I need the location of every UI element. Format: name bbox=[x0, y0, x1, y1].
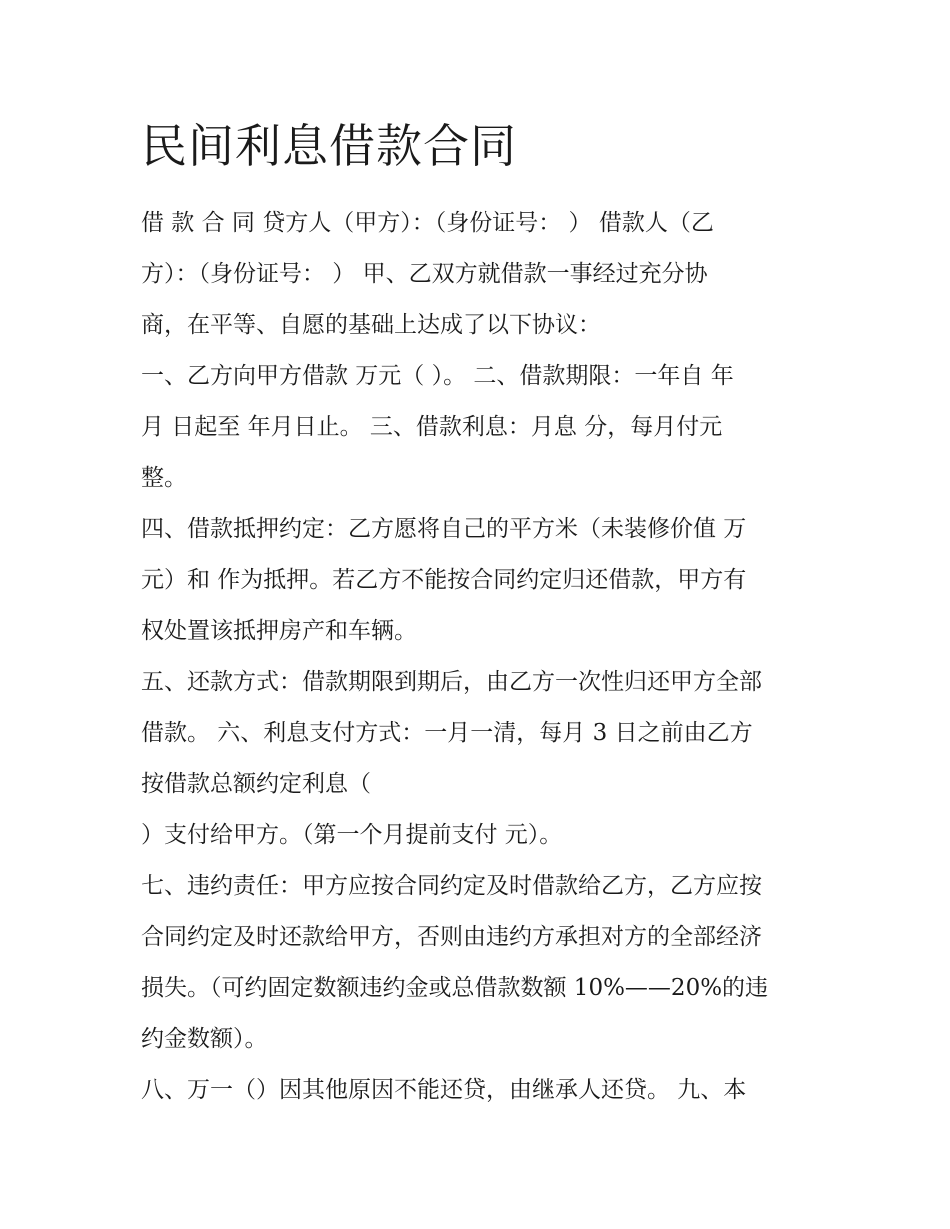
text-line: 按借款总额约定利息（ bbox=[141, 771, 371, 797]
text-line: 整。 bbox=[141, 465, 187, 491]
text-line: 方）：（身份证号： ） 甲、乙双方就借款一事经过充分协 bbox=[141, 261, 708, 287]
paragraph-collateral bbox=[141, 504, 821, 657]
text-line: 合同约定及时还款给甲方，否则由违约方承担对方的全部经济 bbox=[141, 924, 762, 950]
text-line: 损失。（可约固定数额违约金或总借款数额 10%——20%的违 bbox=[141, 975, 769, 1001]
text-line: 四、借款抵押约定：乙方愿将自己的平方米（未装修价值 万 bbox=[141, 516, 747, 542]
text-line: 七、违约责任：甲方应按合同约定及时借款给乙方，乙方应按 bbox=[141, 873, 762, 899]
document-page bbox=[141, 112, 821, 1116]
text-line: 约金数额）。 bbox=[141, 1026, 268, 1052]
text-line: 一、乙方向甲方借款 万元（ ）。 二、借款期限：一年自 年 bbox=[141, 363, 734, 389]
text-line: 商，在平等、自愿的基础上达成了以下协议： bbox=[141, 312, 601, 338]
paragraph-repayment bbox=[141, 657, 821, 810]
text-line: 借款。 六、利息支付方式：一月一清，每月 3 日之前由乙方 bbox=[141, 720, 753, 746]
paragraph-successor bbox=[141, 1065, 821, 1116]
text-line: 月 日起至 年月日止。 三、借款利息：月息 分，每月付元 bbox=[141, 414, 723, 440]
paragraph-breach bbox=[141, 861, 821, 1065]
text-line: 五、还款方式：借款期限到期后，由乙方一次性归还甲方全部 bbox=[141, 669, 762, 695]
text-line: ）支付给甲方。（第一个月提前支付 元）。 bbox=[141, 822, 563, 848]
text-line: 借 款 合 同 贷方人（甲方）：（身份证号： ） 借款人（乙 bbox=[141, 210, 714, 236]
text-line: 八、万一（）因其他原因不能还贷，由继承人还贷。 九、本 bbox=[141, 1077, 747, 1103]
paragraph-interest-payment bbox=[141, 810, 821, 861]
text-line: 元）和 作为抵押。若乙方不能按合同约定归还借款，甲方有 bbox=[141, 567, 747, 593]
text-line: 权处置该抵押房产和车辆。 bbox=[141, 618, 417, 644]
paragraph-amount-term bbox=[141, 351, 821, 504]
document-title: 民间利息借款合同 bbox=[141, 119, 517, 173]
paragraph-parties bbox=[141, 198, 821, 351]
